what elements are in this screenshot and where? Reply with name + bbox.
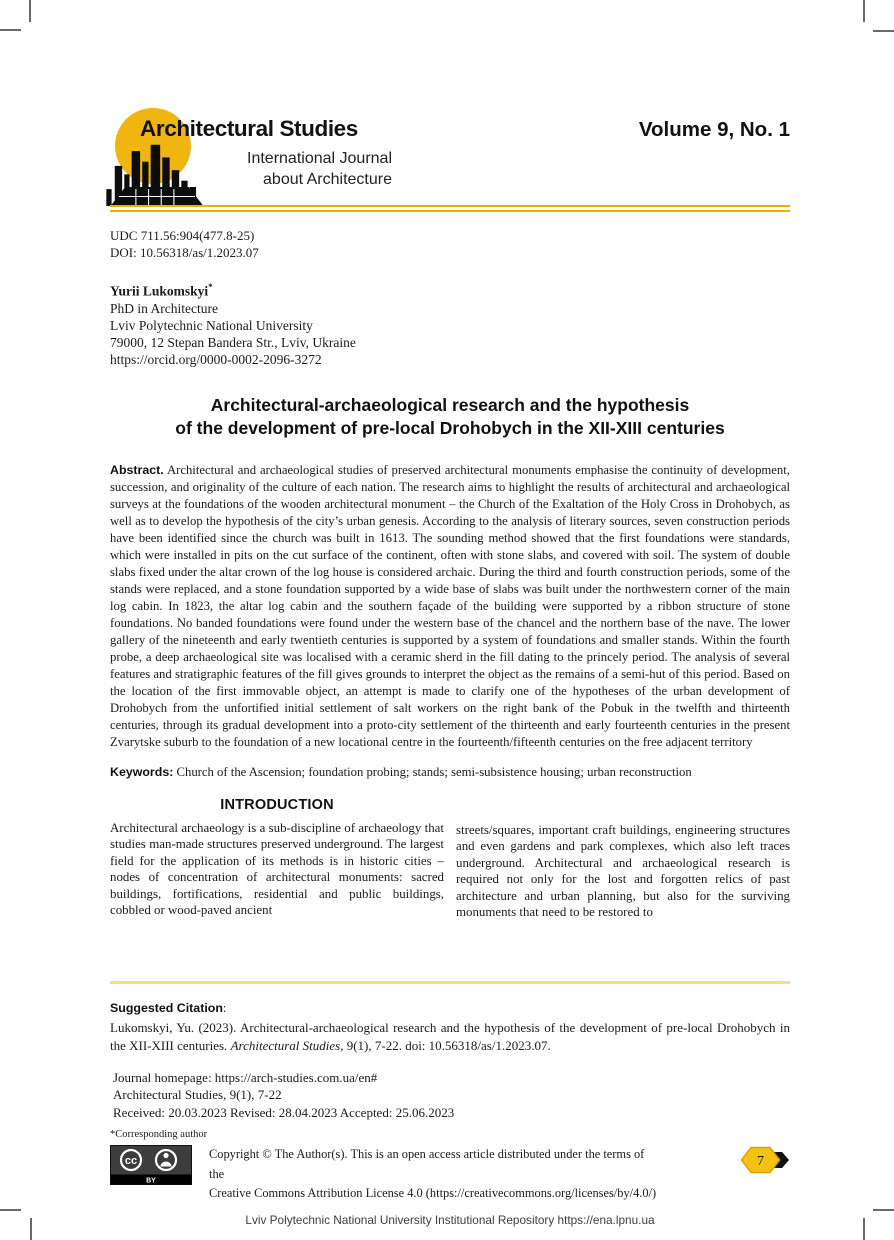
crop-mark: [863, 1218, 865, 1240]
cc-by-license-icon: [110, 1145, 192, 1185]
introduction-text-left: Architectural archaeology is a sub-discipline of archaeology that studies man-made structures preserved underground. The largest field for the application of its methods is in historic cities – nodes of concentration of architectural monuments: sacred buildings, fortifications, residential and public buildings, cobbled or wood-paved ancient: [110, 820, 444, 918]
journal-title: Architectural Studies: [140, 116, 358, 141]
author-address: 79000, 12 Stepan Bandera Str., Lviv, Ukraine: [110, 334, 356, 350]
page-footer: [110, 981, 790, 1227]
introduction-column-right: [456, 797, 790, 922]
article-body: [110, 227, 790, 981]
introduction-heading: INTRODUCTION: [220, 796, 334, 813]
doi-line: DOI: 10.56318/as/1.2023.07: [110, 245, 259, 260]
journal-homepage: Journal homepage: https://arch-studies.com.ua/en#: [113, 1069, 378, 1085]
suggested-citation-label: Suggested Citation:: [110, 1000, 227, 1015]
journal-subtitle: International Journal about Architecture: [247, 150, 392, 188]
introduction-column-left: [110, 797, 444, 922]
keywords: Keywords: Church of the Ascension; foundation probing; stands; semi-subsistence housing; urban reconstruction: [110, 764, 692, 779]
journal-info-block: [110, 1069, 790, 1122]
article-dates: Received: 20.03.2023 Revised: 28.04.2023 Accepted: 25.06.2023: [113, 1104, 455, 1120]
svg-text:BY: BY: [146, 1177, 156, 1185]
page-number: 7: [757, 1154, 764, 1169]
corresponding-author-mark: *: [208, 282, 213, 292]
crop-mark: [29, 0, 31, 22]
introduction-text-right: streets/squares, important craft buildings, engineering structures and even gardens and park complexes, which also left traces underground. Architectural and archaeological research is required not only for the lost and forgotten relics of past architecture and urban planning, but also for the surviving monuments that need to be restored to: [456, 822, 790, 920]
journal-issue: Architectural Studies, 9(1), 7-22: [113, 1087, 282, 1102]
author-block: [110, 279, 790, 368]
introduction-section: [110, 797, 790, 922]
corresponding-author-note: *Corresponding author: [110, 1129, 208, 1140]
license-row: [110, 1145, 790, 1204]
author-degree: PhD in Architecture: [110, 300, 218, 316]
author-orcid: https://orcid.org/0000-0002-2096-3272: [110, 351, 322, 367]
udc-line: UDC 711.56:904(477.8-25): [110, 228, 255, 243]
article-title: Architectural-archaeological research and the hypothesis of the development of pre-local Drohobych in the XII-XIII centuries: [175, 394, 725, 438]
copyright-text: Copyright © The Author(s). This is an open access article distributed under the terms of the Creative Commons Attribution License 4.0 (https://creativecommons.org/licenses/by/4.0/): [209, 1147, 657, 1200]
footer-divider: [110, 981, 790, 984]
author-affiliation: Lviv Polytechnic National University: [110, 317, 313, 333]
author-name: Yurii Lukomskyi*: [110, 282, 213, 299]
repository-footer: Lviv Polytechnic National University Institutional Repository https://ena.lpnu.ua: [245, 1212, 655, 1227]
hexagon-page-marker-icon: [740, 1145, 790, 1175]
journal-header: [110, 102, 790, 202]
abstract: Abstract. Architectural and archaeological studies of preserved architectural monuments emphasise the continuity of development, succession, and originality of the culture of each nation. The research aims to highlight the results of architectural and archaeological surveys at the foundations of the wooden architectural monument – the Church of the Exaltation of the Holy Cross in Drohobych, as well as to develop the hypothesis of the city’s urban genesis. According to the analysis of literary sources, seven construction periods have been identified since the church was built in 1613. The sounding method showed that the first foundations were standards, which were installed in pits on the cut surface of the continent, often with stone slabs, and covered with soil. The system of double slabs fixed under the altar crown of the log house is considered archaic. During the third and fourth construction periods, some of the stands were replaced, and a stone foundation supported by a wide base of slabs was built under the northwestern corner of the main log cabin. In 1823, the altar log cabin and the southern façade of the building were supported by a ribbon structure of stone foundations. No banded foundations were found under the western base of the chancel and the northern base of the nave. The lower gallery of the nineteenth and early twentieth centuries is supported by a system of foundations and smaller stands. Within the fourth probe, a deep archaeological site was localised with a ceramic sherd in the fill dating to the princely period. The analysis of several features and stratigraphic features of the fill gives grounds to interpret the object as the remains of a semi-hut of this period. Based on the location of the first immovable object, an attempt is made to clarify one of the hypotheses of the urban development of Drohobych from the unfortified initial settlement of salt workers on the right bank of the Pobuk in the twelfth and thirteenth centuries, through its gradual development into a proto-city settlement of the thirteenth and early fourteenth centuries in the present Zvarytske suburb to the foundation of a new locational centre in the fourteenth/fifteenth centuries on the free adjacent territory: [110, 462, 790, 749]
crop-mark: [873, 30, 894, 32]
crop-mark: [863, 0, 865, 22]
creative-commons-icon: cc: [124, 1155, 138, 1167]
header-divider: [110, 205, 790, 212]
crop-mark: [30, 1218, 32, 1240]
crop-mark: [873, 1209, 894, 1211]
crop-mark: [0, 1209, 21, 1211]
abstract-label: Abstract.: [110, 462, 164, 477]
suggested-citation-text: Lukomskyi, Yu. (2023). Architectural-archaeological research and the hypothesis of the development of pre-local Drohobych in the XII-XIII centuries. Architectural Studies, 9(1), 7-22. doi: 10.56318/as/1.2023.07.: [110, 1019, 790, 1053]
volume-label: Volume 9, No. 1: [638, 118, 790, 141]
crop-mark: [0, 29, 21, 31]
keywords-label: Keywords:: [110, 764, 174, 779]
journal-title-block: [140, 116, 392, 190]
